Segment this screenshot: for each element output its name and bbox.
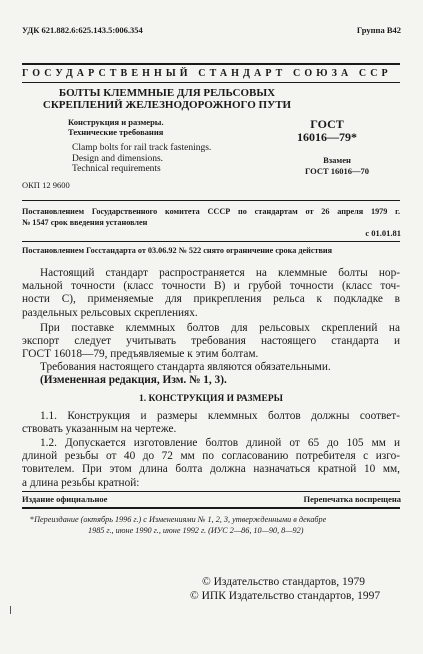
decree-limit-removed: Постановлением Госстандарта от 03.06.92 № 522 снято ограничение срока действия [22,246,333,255]
intro-paragraph-2 [22,322,400,362]
copyright-1979: © Издательство стандартов, 1979 [202,576,366,588]
document-title [22,87,312,111]
english-title-line-3: Technical requirements [72,164,161,174]
title-subtitle [68,117,164,137]
clause-1-2-line: 1.2. Допускается изготовление болтов длиной от 65 до 105 мм и [40,437,400,449]
gost-designation [292,118,362,144]
udk-code: УДК 621.882.6:625.143.5:006.354 [22,25,143,35]
copyright-1997: © ИПК Издательство стандартов, 1997 [190,590,381,602]
gost-number: 16016—79* [297,130,357,144]
okp-code: ОКП 12 9600 [22,180,70,190]
clause-1-1 [22,410,400,436]
subtitle-line-1: Конструкция и размеры. [68,117,164,127]
intro-paragraph-3: Требования настоящего стандарта являются обязательными. [40,361,331,373]
decree-rule [22,241,400,242]
subtitle-line-2: Технические требования [68,127,164,137]
title-line-1: БОЛТЫ КЛЕММНЫЕ ДЛЯ РЕЛЬСОВЫХ [58,87,276,99]
section-heading: 1. КОНСТРУКЦИЯ И РАЗМЕРЫ [139,394,283,404]
intro-p1-line: раздельных рельсовых скреплениях. [22,306,198,319]
english-title [72,143,211,175]
banner-rule [22,82,400,83]
intro-p1-line: Настоящий стандарт распространяется на клеммные болты нор- [40,267,400,279]
reissue-note: *Переиздание (октябрь 1996 г.) с Изменениями № 1, 2, 3, утвержденными в декабре 1985 г., июне 1990 г., июне 1992 г. (ИУС 2—86, 10—90, 8—92) [30,515,400,536]
title-rule [22,200,400,201]
decree-line-2: № 1547 срок введения установлен [22,217,148,227]
intro-p2-line: экспорт следует учитывать требования настоящего стандарта и [22,335,400,348]
decree-text [22,207,400,228]
reissue-note-line-2: 1985 г., июне 1990 г., июне 1992 г. (ИУС 2—86, 10—90, 8—92) [88,525,304,535]
intro-p2-line: При поставке клеммных болтов для рельсовых скреплений на [40,322,400,334]
intro-paragraph-1 [22,267,400,320]
effective-date: с 01.01.81 [365,228,401,238]
gost-label: ГОСТ [310,117,344,131]
reissue-note-line-1: Переиздание (октябрь 1996 г.) с Изменениями № 1, 2, 3, утвержденными в декабре [34,515,327,524]
english-title-line-2: Design and dimensions. [72,153,164,164]
replaces-block [292,155,382,177]
footer-rule-thick [22,507,400,509]
copyright-block [190,575,380,603]
margin-mark [10,606,11,614]
intro-p1-line: ности С), применяемые для прикрепления рельса к подкладке в [22,293,400,306]
english-title-line-1: Clamp bolts for rail track fastenings. [72,143,212,153]
clause-1-2-line: товителем. При этом длина болта должна назначаться кратной 10 мм, [22,463,400,476]
clause-1-1-line: 1.1. Конструкция и размеры клеммных болтов должны соответ- [40,410,400,422]
replaces-standard: ГОСТ 16016—70 [304,166,370,176]
amendment-note: (Измененная редакция, Изм. № 1, 3). [40,374,227,386]
footer-rule [22,491,400,492]
group-code: Группа В42 [356,25,401,35]
decree-line-1: Постановлением Государственного комитета СССР по стандартам от 26 апреля 1979 г. [22,207,400,216]
reprint-prohibited: Перепечатка воспрещена [303,494,401,504]
top-rule [22,63,400,65]
intro-p1-line: мальной точности (класс точности В) и грубой точности (класс точ- [22,280,400,293]
clause-1-2 [22,437,400,490]
state-standard-banner: ГОСУДАРСТВЕННЫЙ СТАНДАРТ СОЮЗА ССР [22,68,392,79]
title-line-2: СКРЕПЛЕНИЙ ЖЕЛЕЗНОДОРОЖНОГО ПУТИ [42,99,292,111]
intro-p2-line: ГОСТ 16018—79, предъявляемые к этим болтам. [22,348,259,361]
clause-1-1-line: ствовать указанным на чертеже. [22,423,177,436]
official-edition: Издание официальное [22,494,108,504]
clause-1-2-line: а длина резьбы кратной: [22,476,140,489]
clause-1-2-line: длиной резьбы от 40 до 72 мм по согласованию потребителя с изго- [22,450,400,463]
replaces-label: Взамен [323,155,351,165]
